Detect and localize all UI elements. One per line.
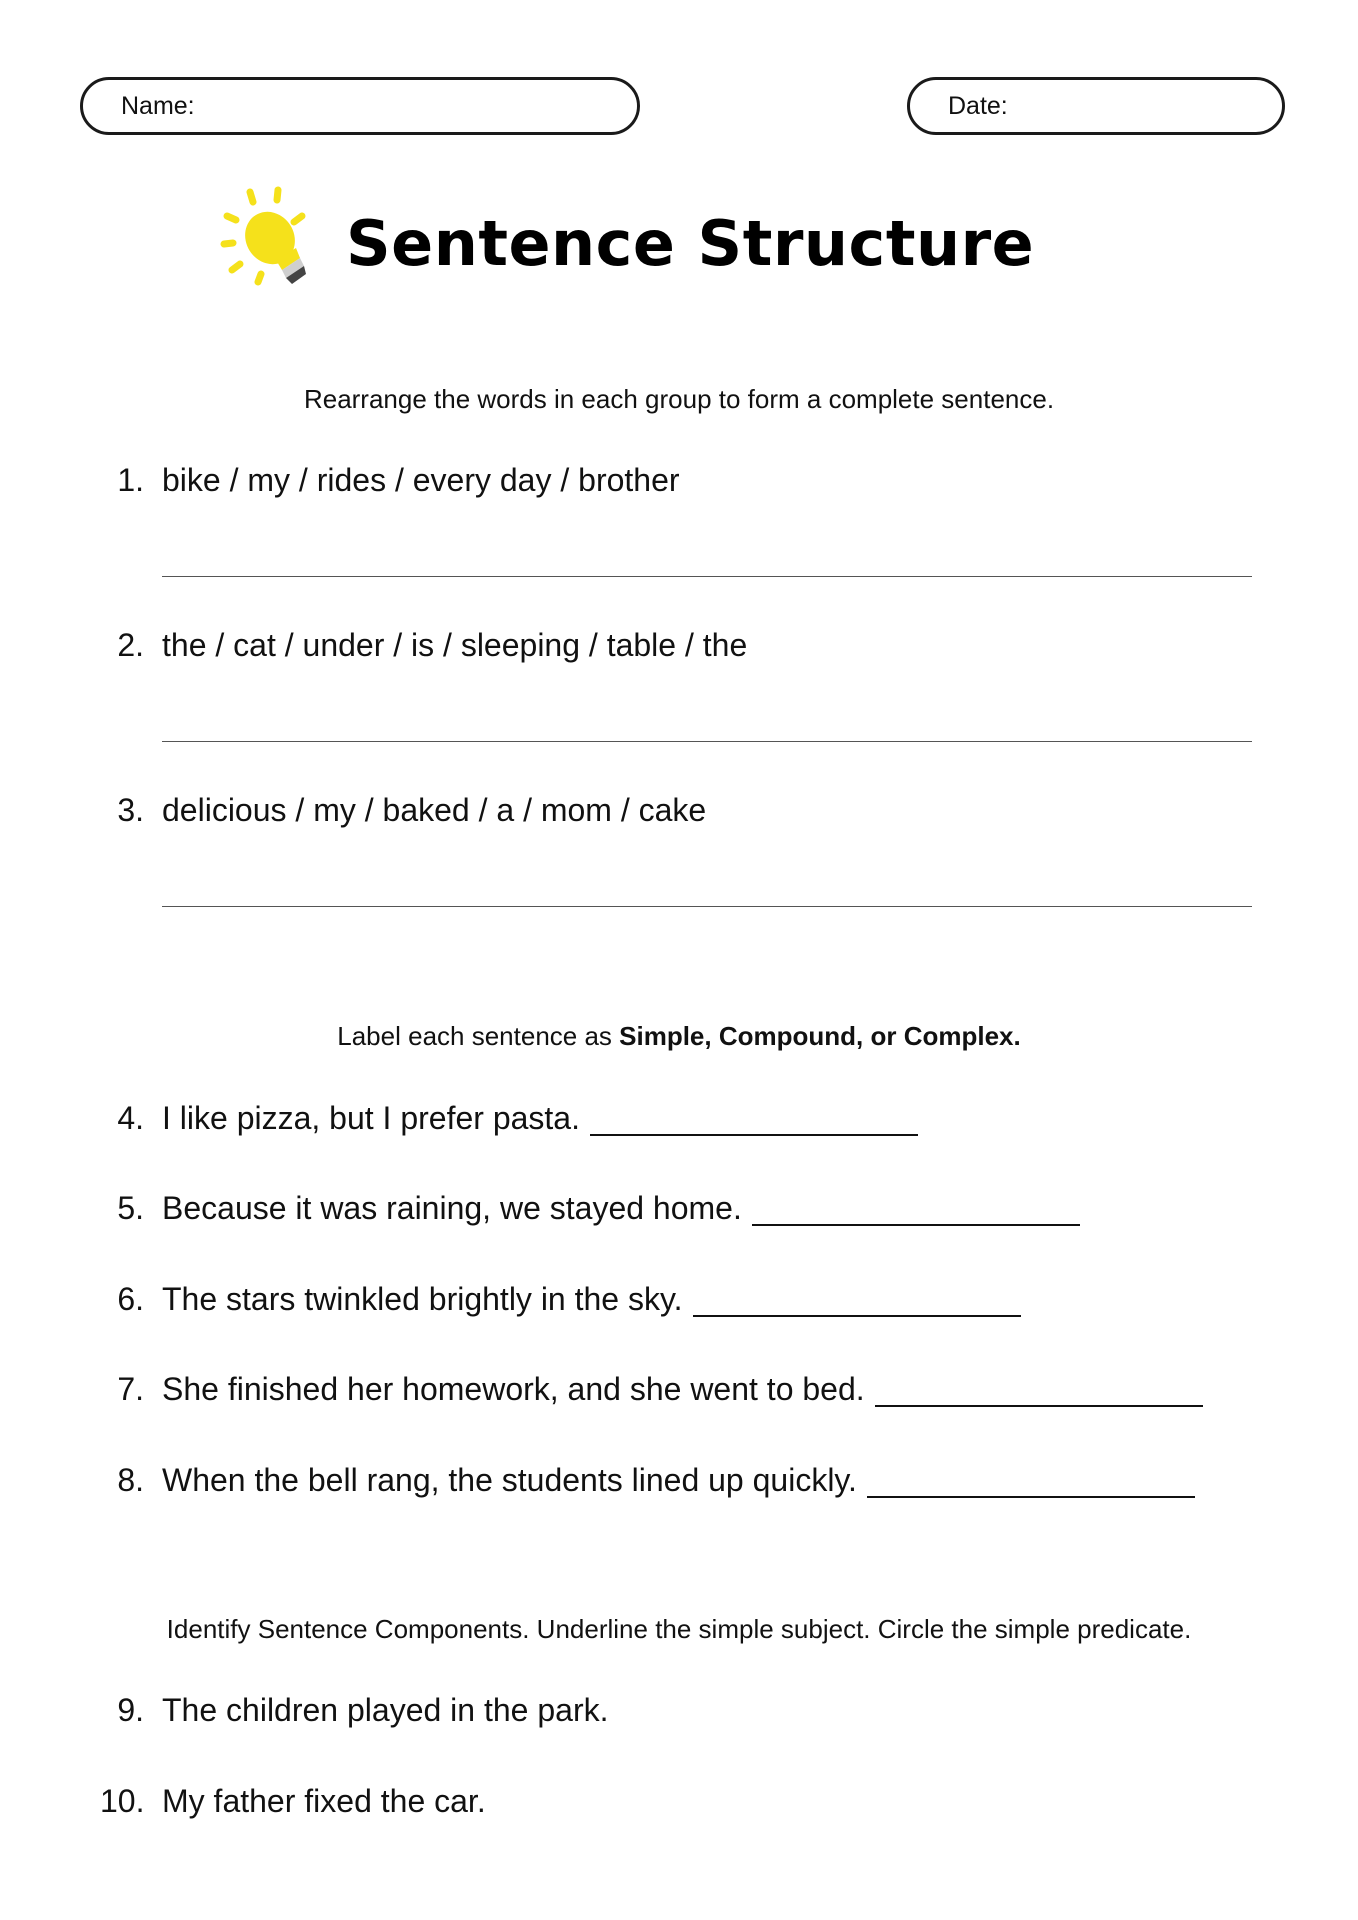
answer-line[interactable]	[162, 576, 1252, 577]
item-number: 10.	[100, 1783, 145, 1819]
list-item	[100, 1281, 1021, 1318]
label-instruction	[0, 1021, 1358, 1052]
answer-line[interactable]	[162, 906, 1252, 907]
rearrange-instruction: Rearrange the words in each group to form a complete sentence.	[303, 384, 1055, 414]
list-item	[100, 1783, 486, 1820]
identify-instruction: Identify Sentence Components. Underline the simple subject. Circle the simple predicate.	[166, 1614, 1192, 1644]
item-number: 9.	[117, 1692, 144, 1728]
item-number: 8.	[117, 1462, 144, 1498]
item-number: 5.	[117, 1190, 144, 1226]
answer-blank[interactable]	[752, 1190, 1080, 1226]
item-text: bike / my / rides / every day / brother	[162, 462, 680, 498]
list-item	[100, 1692, 608, 1729]
label-instruction-text: Label each sentence as	[337, 1021, 620, 1051]
answer-blank[interactable]	[693, 1281, 1021, 1317]
item-number: 1.	[117, 462, 144, 498]
item-text: When the bell rang, the students lined up quickly.	[162, 1462, 857, 1498]
item-number: 4.	[117, 1100, 144, 1136]
item-text: The stars twinkled brightly in the sky.	[162, 1281, 683, 1317]
list-item	[100, 1100, 918, 1137]
item-text: I like pizza, but I prefer pasta.	[162, 1100, 580, 1136]
date-label: Date:	[948, 91, 1008, 120]
list-item	[100, 462, 680, 499]
lightbulb-icon	[220, 186, 320, 301]
answer-blank[interactable]	[875, 1371, 1203, 1407]
item-number: 7.	[117, 1371, 144, 1407]
item-number: 2.	[117, 627, 144, 663]
item-text: My father fixed the car.	[162, 1783, 486, 1819]
date-field[interactable]	[907, 77, 1285, 135]
title-block	[220, 186, 1034, 301]
name-field[interactable]	[80, 77, 640, 135]
answer-blank[interactable]	[867, 1462, 1195, 1498]
name-label: Name:	[121, 91, 195, 120]
item-text: delicious / my / baked / a / mom / cake	[162, 792, 707, 828]
item-text: the / cat / under / is / sleeping / table / the	[162, 627, 748, 663]
item-number: 3.	[117, 792, 144, 828]
item-number: 6.	[117, 1281, 144, 1317]
list-item	[100, 1371, 1203, 1408]
list-item	[100, 792, 706, 829]
list-item	[100, 627, 747, 664]
answer-line[interactable]	[162, 741, 1252, 742]
answer-blank[interactable]	[590, 1100, 918, 1136]
list-item	[100, 1462, 1195, 1499]
item-text: Because it was raining, we stayed home.	[162, 1190, 742, 1226]
list-item	[100, 1190, 1080, 1227]
item-text: She finished her homework, and she went to bed.	[162, 1371, 865, 1407]
page-title: Sentence Structure	[346, 207, 1035, 280]
label-instruction-bold: Simple, Compound, or Complex.	[619, 1021, 1021, 1051]
item-text: The children played in the park.	[162, 1692, 609, 1728]
